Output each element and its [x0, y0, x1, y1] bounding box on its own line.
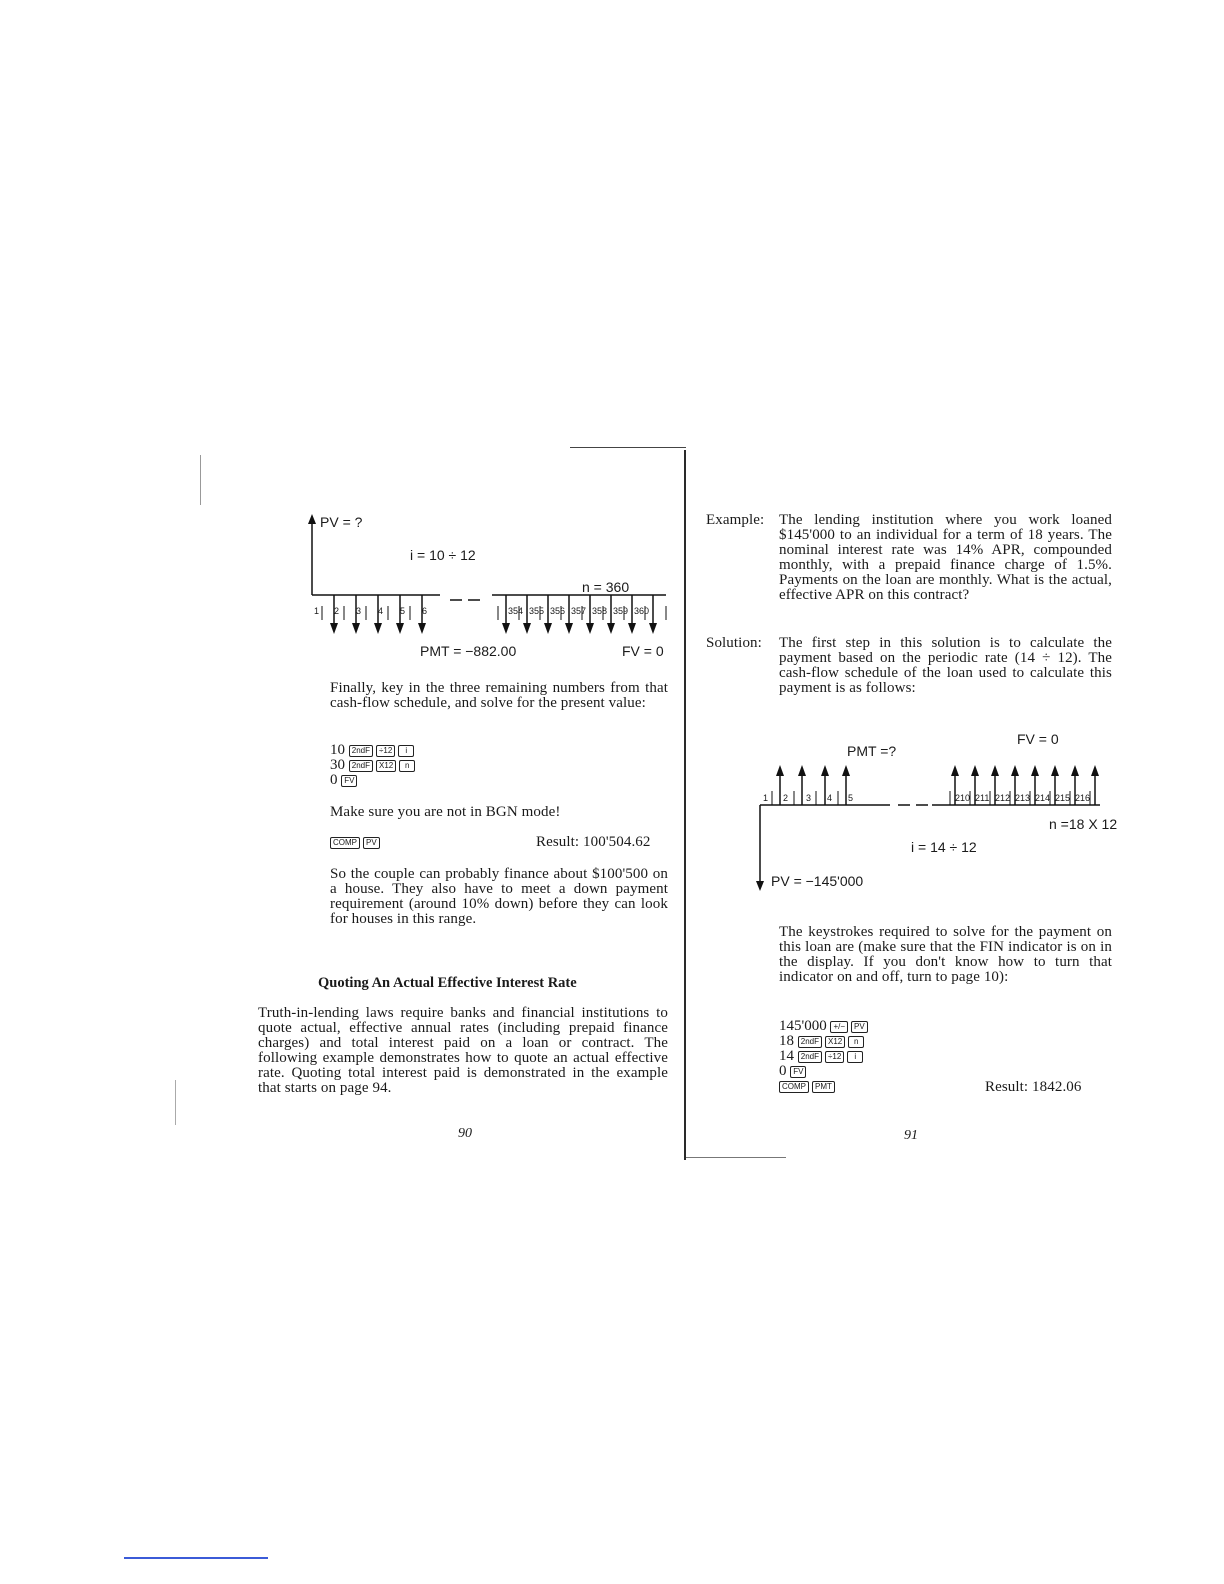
key-x12: X12: [376, 760, 396, 772]
payment-arrow-head: [1071, 765, 1079, 776]
key-2ndf: 2ndF: [349, 745, 373, 757]
payment-arrow-head: [991, 765, 999, 776]
key-comp: COMP: [779, 1081, 809, 1093]
bottom-link-underline: [124, 1557, 268, 1559]
keystroke-line: [779, 1064, 871, 1079]
payment-arrow-head: [951, 765, 959, 776]
bottom-binding-edge: [686, 1157, 786, 1158]
section-heading: Quoting An Actual Effective Interest Rate: [318, 975, 577, 991]
payment-arrow-head: [586, 623, 594, 634]
period-label: 5: [400, 606, 406, 616]
payment-arrow-head: [1011, 765, 1019, 776]
period-label: 4: [827, 793, 833, 803]
key-div12: ÷12: [376, 745, 395, 757]
right-n-label: n =18 X 12: [1049, 816, 1118, 832]
payment-arrow-head: [1031, 765, 1039, 776]
left-result: Result: 100'504.62: [536, 834, 651, 850]
left-start-period-labels: [314, 606, 444, 620]
payment-arrow-head: [628, 623, 636, 634]
keystroke-value: 0: [330, 772, 338, 788]
payment-arrow-head: [352, 623, 360, 634]
period-label: 210: [955, 793, 971, 803]
left-intro-paragraph: Finally, key in the three remaining numbers from that cash-flow schedule, and solve for the present value:: [330, 680, 668, 711]
period-label: 216: [1075, 793, 1091, 803]
page-number-91: 91: [904, 1128, 918, 1143]
right-fv-label: FV = 0: [1017, 731, 1059, 747]
solution-paragraph: The first step in this solution is to calculate the payment based on the periodic rate (14 ÷ 12). The cash-flow schedule of the loan used to calculate this payment is as follows:: [779, 635, 1112, 696]
period-label: 4: [378, 606, 384, 616]
period-label: 212: [995, 793, 1011, 803]
right-rate-label: i = 14 ÷ 12: [911, 839, 977, 855]
payment-arrow-head: [971, 765, 979, 776]
example-label: Example:: [706, 512, 765, 528]
key-pv: PV: [363, 837, 380, 849]
page-number-90: 90: [458, 1126, 472, 1141]
keystroke-value: 145'000: [779, 1018, 827, 1034]
keystroke-value: 18: [779, 1033, 794, 1049]
payment-arrow-head: [565, 623, 573, 634]
period-label: 2: [783, 793, 789, 803]
keystroke-line: [330, 758, 418, 773]
period-label: 360: [634, 606, 650, 616]
keystroke-value: 30: [330, 757, 345, 773]
period-label: 3: [356, 606, 362, 616]
payment-arrow-head: [418, 623, 426, 634]
payment-arrow-head: [607, 623, 615, 634]
keystroke-value: 14: [779, 1048, 794, 1064]
keystroke-line: [330, 773, 418, 788]
key-2ndf: 2ndF: [798, 1051, 822, 1063]
period-label: 356: [550, 606, 566, 616]
key-x12: X12: [825, 1036, 845, 1048]
payment-arrow-head: [798, 765, 806, 776]
example-paragraph: The lending institution where you work loaned $145'000 to an individual for a term of 18 years. The nominal interest rate was 14% APR, compounded monthly, with a prepaid finance charge of 1.5%. Payments on the loan are monthly. What is the actual, effective APR on this contract?: [779, 512, 1112, 603]
key-pv: PV: [851, 1021, 868, 1033]
key-i: i: [847, 1051, 863, 1063]
payment-arrow-head: [1091, 765, 1099, 776]
right-keystroke-block: [779, 1019, 871, 1094]
period-label: 6: [422, 606, 428, 616]
keystroke-intro-paragraph: The keystrokes required to solve for the payment on this loan are (make sure that the FIN indicator is on in the display. If you don't know how to turn that indicator on and off, turn to page 10):: [779, 924, 1112, 985]
right-result: Result: 1842.06: [985, 1079, 1082, 1095]
key-pmt: PMT: [812, 1081, 835, 1093]
key-n: n: [399, 760, 415, 772]
top-binding-edge: [570, 447, 686, 448]
left-fv-label: FV = 0: [622, 643, 664, 659]
payment-arrow-head: [776, 765, 784, 776]
key-i: i: [398, 745, 414, 757]
keystroke-line: [779, 1034, 871, 1049]
left-margin-mark-2: [175, 1080, 176, 1125]
section-paragraph: Truth-in-lending laws require banks and financial institutions to quote actual, effective annual rates (including prepaid finance charges) and total interest paid on a loan or contract. The following example demonstrates how to quote an actual effective rate. Quoting total interest paid is demonstrated in the example that starts on page 94.: [258, 1005, 668, 1096]
payment-arrow-head: [1051, 765, 1059, 776]
left-margin-mark: [200, 455, 201, 505]
keystroke-line: [330, 743, 418, 758]
period-label: 358: [592, 606, 608, 616]
left-n-label: n = 360: [582, 579, 630, 595]
period-label: 215: [1055, 793, 1071, 803]
payment-arrow-head: [523, 623, 531, 634]
period-label: 211: [975, 793, 990, 803]
left-keystroke-block: [330, 743, 418, 788]
payment-arrow-head: [821, 765, 829, 776]
key-fv: FV: [790, 1066, 806, 1078]
right-start-period-labels: [763, 793, 873, 807]
period-label: 214: [1035, 793, 1051, 803]
keystroke-value: 0: [779, 1063, 787, 1079]
payment-arrow-head: [544, 623, 552, 634]
key-n: n: [848, 1036, 864, 1048]
period-label: 1: [763, 793, 769, 803]
keystroke-value: 10: [330, 742, 345, 758]
right-pmt-label: PMT =?: [847, 743, 897, 759]
key-2ndf: 2ndF: [798, 1036, 822, 1048]
period-label: 359: [613, 606, 629, 616]
key-div12: ÷12: [825, 1051, 844, 1063]
right-pv-label: PV = −145'000: [771, 873, 864, 889]
key-plus-minus: +/−: [830, 1021, 848, 1033]
key-comp: COMP: [330, 837, 360, 849]
left-compute-line: [330, 835, 383, 850]
compute-line: [779, 1079, 871, 1094]
payment-arrow-head: [330, 623, 338, 634]
period-label: 355: [529, 606, 545, 616]
payment-arrow-head: [649, 623, 657, 634]
period-label: 1: [314, 606, 320, 616]
period-label: 5: [848, 793, 854, 803]
left-pmt-label: PMT = −882.00: [420, 643, 517, 659]
period-label: 213: [1015, 793, 1031, 803]
keystroke-line: [779, 1049, 871, 1064]
keystroke-line: [779, 1019, 871, 1034]
left-end-period-labels: [508, 606, 668, 620]
payment-arrow-head: [502, 623, 510, 634]
period-label: 354: [508, 606, 524, 616]
period-label: 2: [334, 606, 340, 616]
payment-arrow-head: [374, 623, 382, 634]
right-end-period-labels: [955, 793, 1105, 807]
left-pv-label: PV = ?: [320, 514, 363, 530]
payment-arrow-head: [842, 765, 850, 776]
bgn-mode-note: Make sure you are not in BGN mode!: [330, 804, 561, 820]
key-2ndf: 2ndF: [349, 760, 373, 772]
period-label: 3: [806, 793, 812, 803]
left-conclusion-paragraph: So the couple can probably finance about $100'500 on a house. They also have to meet a down payment requirement (around 10% down) before they can look for houses in this range.: [330, 866, 668, 927]
solution-label: Solution:: [706, 635, 762, 651]
left-rate-label: i = 10 ÷ 12: [410, 547, 476, 563]
key-fv: FV: [341, 775, 357, 787]
period-label: 357: [571, 606, 587, 616]
payment-arrow-head: [396, 623, 404, 634]
